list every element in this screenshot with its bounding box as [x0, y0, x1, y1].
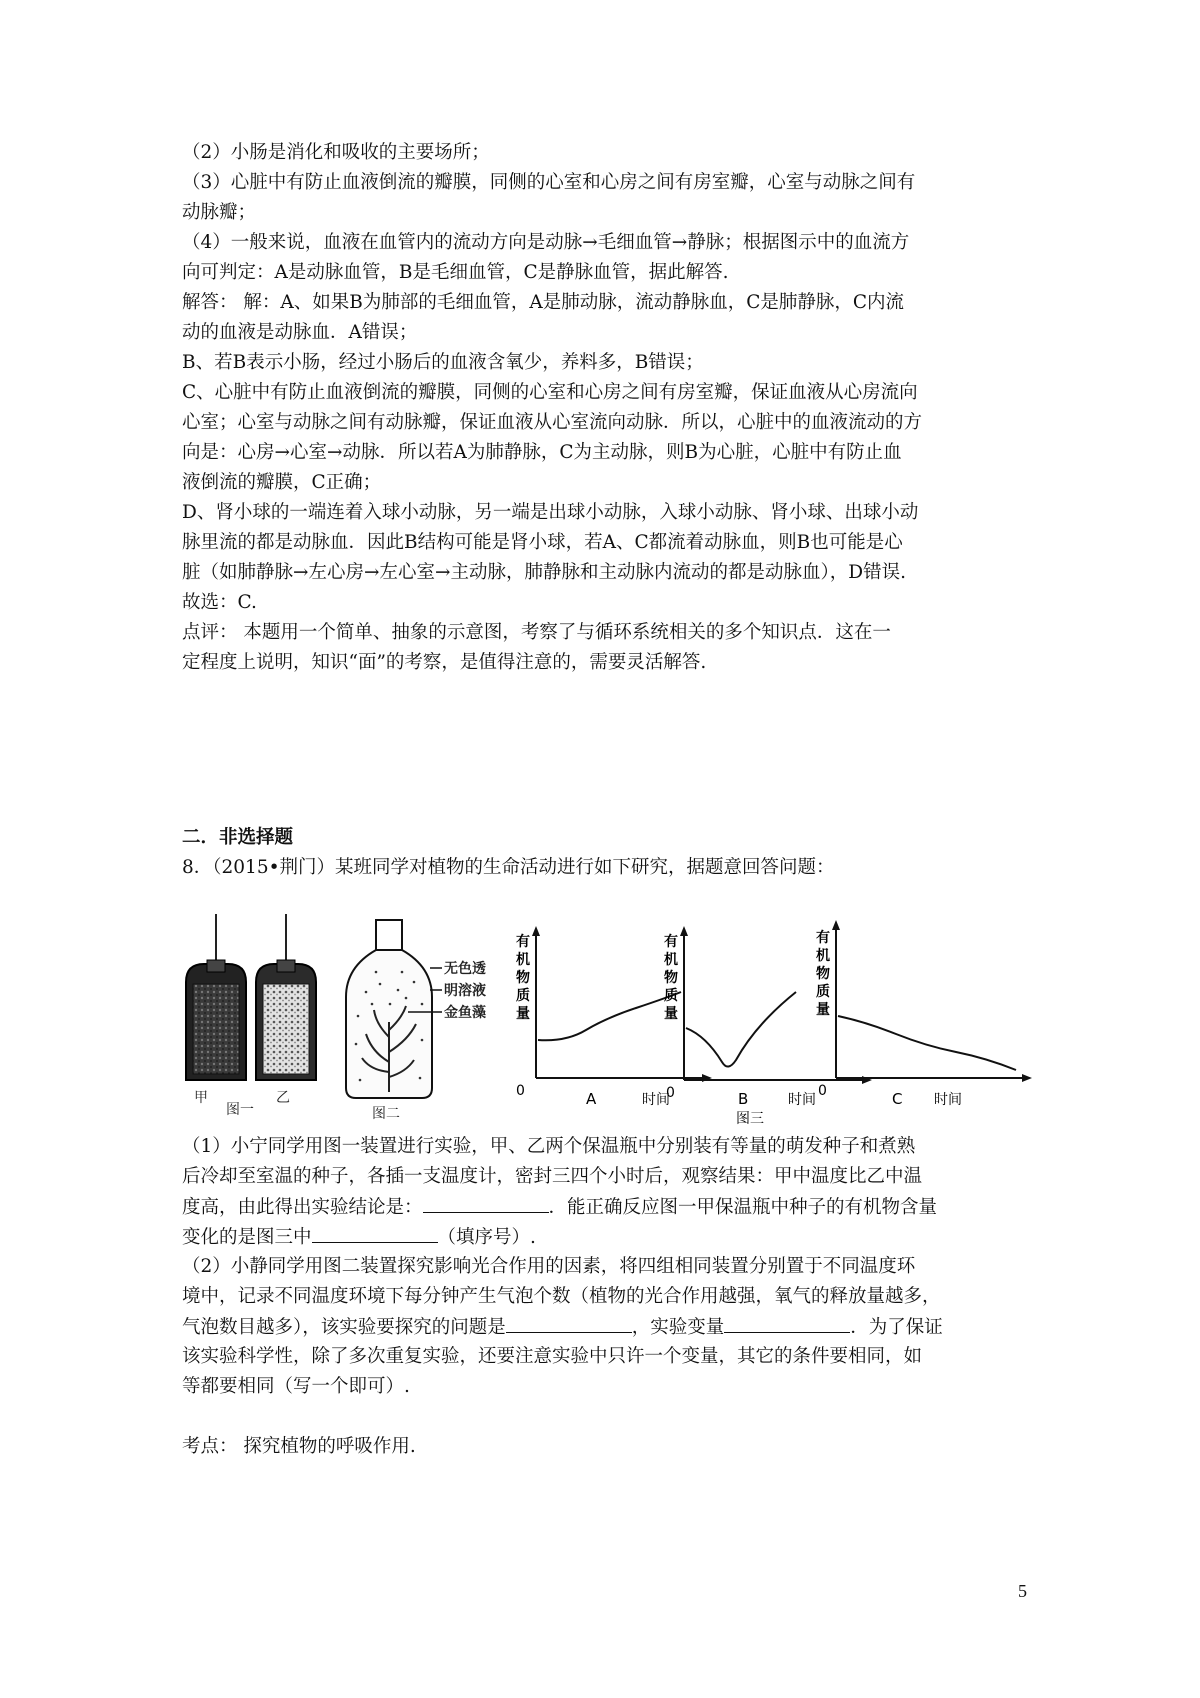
origin-label: 0 [666, 1085, 675, 1101]
answer-line: C、心脏中有防止血液倒流的瓣膜，同侧的心室和心房之间有房室瓣，保证血液从心房流向 [182, 382, 918, 403]
ylabel-char: 有 [816, 930, 830, 946]
ylabel-char: 机 [816, 948, 830, 964]
comment-line: 定程度上说明，知识“面”的考察，是值得注意的，需要灵活解答. [182, 652, 707, 673]
question-part2-line: 该实验科学性，除了多次重复实验，还要注意实验中只许一个变量，其它的条件要相同，如 [182, 1346, 923, 1367]
ylabel-char: 机 [664, 952, 678, 968]
xlabel-time: 时间 [788, 1092, 816, 1108]
answer-line: B、若B表示小肠，经过小肠后的血液含氧少，养料多，B错误； [182, 352, 704, 373]
figure1-caption: 图一 [226, 1102, 254, 1118]
ylabel-char: 质 [816, 984, 830, 1000]
thermos-flask-yi [256, 914, 316, 1080]
answer-line: 故选：C. [182, 592, 257, 613]
answer-line: 脉里流的都是动脉血．因此B结构可能是肾小球，若A、C都流着动脉血，则B也可能是心 [182, 532, 903, 553]
kaodian-line: 考点： 探究植物的呼吸作用. [182, 1436, 416, 1457]
answer-line: 脏（如肺静脉→左心房→左心室→主动脉，肺静脉和主动脉内流动的都是动脉血），D错误. [182, 562, 906, 583]
question-text: ，实验变量 [631, 1317, 725, 1338]
experiment-figure [176, 912, 1060, 1126]
solution-line: （2）小肠是消化和吸收的主要场所； [182, 142, 490, 163]
answer-line: 心室；心室与动脉之间有动脉瓣，保证血液从心室流向动脉．所以，心脏中的血液流动的方 [182, 412, 923, 433]
ylabel-char: 物 [516, 970, 530, 986]
origin-label: 0 [818, 1083, 827, 1099]
graph-letter-c: C [892, 1090, 903, 1108]
bottle-with-waterweed [346, 920, 432, 1098]
answer-line: 液倒流的瓣膜，C正确； [182, 472, 382, 493]
solution-line: （4）一般来说，血液在血管内的流动方向是动脉→毛细血管→静脉；根据图示中的血流方 [182, 232, 910, 253]
xlabel-time: 时间 [934, 1092, 962, 1108]
solution-line: 向可判定：A是动脉血管，B是毛细血管，C是静脉血管，据此解答. [182, 262, 729, 283]
figure3-caption: 图三 [736, 1111, 764, 1126]
ylabel-char: 量 [816, 1002, 830, 1018]
graph-b [664, 926, 872, 1126]
answer-blank-conclusion[interactable] [423, 1192, 549, 1213]
graph-letter-b: B [738, 1090, 749, 1108]
flask-label-jia: 甲 [194, 1090, 208, 1106]
solution-line: 动脉瓣； [182, 202, 257, 223]
ylabel-char: 物 [664, 970, 678, 986]
question-text: ．能正确反应图一甲保温瓶中种子的有机物含量 [548, 1197, 938, 1218]
answer-line: 解答： 解：A、如果B为肺部的毛细血管，A是肺动脉，流动静脉血，C是肺静脉，C内流 [182, 292, 905, 313]
ylabel-char: 有 [664, 934, 678, 950]
answer-blank-question[interactable] [506, 1312, 632, 1333]
figure2-caption: 图二 [372, 1106, 400, 1122]
flask-label-yi: 乙 [276, 1090, 290, 1106]
ylabel-char: 量 [516, 1006, 530, 1022]
question-text: （填序号）. [437, 1227, 536, 1248]
graph-a [516, 926, 712, 1108]
answer-line: D、肾小球的一端连着入球小动脉，另一端是出球小动脉，入球小动脉、肾小球、出球小动 [182, 502, 919, 523]
question-part1-line: （1）小宁同学用图一装置进行实验，甲、乙两个保温瓶中分别装有等量的萌发种子和煮熟 [182, 1136, 916, 1157]
xlabel-time: 时间 [642, 1092, 670, 1108]
question-part1-line [182, 1192, 937, 1223]
graph-letter-a: A [586, 1090, 597, 1108]
label-colorless-2: 明溶液 [444, 983, 486, 999]
thermos-flask-jia [186, 914, 246, 1080]
question-intro: 8．（2015•荆门）某班同学对植物的生命活动进行如下研究，据题意回答问题： [182, 857, 835, 878]
label-colorless-1: 无色透 [444, 961, 486, 977]
question-part2-line: （2）小静同学用图二装置探究影响光合作用的因素，将四组相同装置分别置于不同温度环 [182, 1256, 916, 1277]
ylabel-char: 质 [664, 988, 678, 1004]
answer-blank-graph[interactable] [312, 1222, 438, 1243]
ylabel-char: 质 [516, 988, 530, 1004]
comment-line: 点评： 本题用一个简单、抽象的示意图，考察了与循环系统相关的多个知识点．这在一 [182, 622, 891, 643]
ylabel-char: 有 [516, 934, 530, 950]
question-part2-line: 境中，记录不同温度环境下每分钟产生气泡个数（植物的光合作用越强，氧气的释放量越多， [182, 1286, 941, 1307]
question-part1-line: 后冷却至室温的种子，各插一支温度计，密封三四个小时后，观察结果：甲中温度比乙中温 [182, 1166, 923, 1187]
solution-line: （3）心脏中有防止血液倒流的瓣膜，同侧的心室和心房之间有房室瓣，心室与动脉之间有 [182, 172, 916, 193]
question-part2-line: 等都要相同（写一个即可）. [182, 1376, 410, 1397]
page-number: 5 [1018, 1581, 1027, 1601]
ylabel-char: 量 [664, 1006, 678, 1022]
label-waterweed: 金鱼藻 [444, 1005, 486, 1021]
question-text: 度高，由此得出实验结论是： [182, 1197, 423, 1218]
ylabel-char: 机 [516, 952, 530, 968]
question-part2-line [182, 1312, 943, 1343]
question-text: 变化的是图三中 [182, 1227, 312, 1248]
question-text: ．为了保证 [850, 1317, 943, 1338]
answer-blank-variable[interactable] [724, 1312, 850, 1333]
question-part1-line [182, 1222, 536, 1253]
ylabel-char: 物 [816, 966, 830, 982]
section-title: 二．非选择题 [182, 827, 294, 848]
answer-line: 向是：心房→心室→动脉．所以若A为肺静脉，C为主动脉，则B为心脏，心脏中有防止血 [182, 442, 902, 463]
question-text: 气泡数目越多），该实验要探究的问题是 [182, 1317, 506, 1338]
answer-line: 动的血液是动脉血．A错误； [182, 322, 418, 343]
origin-label: 0 [516, 1083, 525, 1099]
